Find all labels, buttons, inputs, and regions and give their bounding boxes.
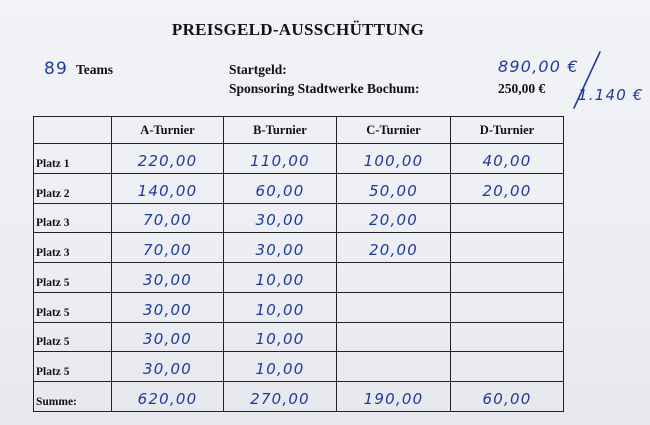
table-row (34, 203, 564, 233)
row-label: Platz 3 (34, 203, 112, 233)
cell-b (224, 233, 337, 263)
cell-c (337, 352, 451, 382)
cell-value: 30,00 (255, 211, 305, 230)
sum-value: 190,00 (363, 390, 424, 408)
table-row (34, 292, 564, 322)
sum-a (112, 382, 224, 412)
cell-b (224, 322, 337, 352)
header-c-turnier: C-Turnier (337, 117, 451, 144)
cell-value: 10,00 (255, 270, 305, 289)
cell-value: 30,00 (143, 300, 192, 319)
prize-table (33, 116, 564, 412)
cell-b (224, 173, 337, 203)
sponsoring-value: 250,00 € (498, 81, 546, 96)
row-label: Platz 5 (34, 322, 112, 352)
teams-label: Teams (76, 62, 114, 77)
cell-value: 10,00 (255, 300, 305, 319)
sum-value: 620,00 (137, 390, 198, 408)
row-label: Platz 2 (34, 173, 112, 203)
cell-value: 10,00 (255, 330, 305, 349)
document-title: PREISGELD-AUSSCHÜTTUNG (171, 20, 425, 39)
table-row (34, 173, 564, 203)
sum-value: 270,00 (250, 390, 310, 408)
cell-a (112, 322, 224, 352)
cell-value: 20,00 (482, 181, 532, 200)
sponsoring-label: Sponsoring Stadtwerke Bochum: (229, 81, 420, 96)
cell-value: 50,00 (369, 181, 418, 200)
cell-b (224, 352, 337, 382)
startgeld-label: Startgeld: (229, 62, 287, 77)
cell-value: 30,00 (143, 270, 192, 289)
cell-value: 10,00 (255, 360, 305, 379)
startgeld-value: 890,00 € (498, 57, 579, 76)
cell-b (224, 203, 337, 233)
cell-c (337, 203, 451, 233)
cell-c (337, 144, 451, 174)
cell-c (337, 173, 451, 203)
sum-b (224, 382, 337, 412)
cell-c (337, 233, 451, 263)
sum-label: Summe: (34, 382, 112, 412)
cell-value: 70,00 (143, 241, 192, 260)
table-row (34, 263, 564, 293)
cell-value: 140,00 (137, 181, 198, 200)
header-a-turnier: A-Turnier (112, 117, 224, 144)
cell-a (112, 173, 224, 203)
cell-value: 40,00 (482, 151, 532, 170)
row-label: Platz 3 (34, 233, 112, 263)
sum-c (337, 382, 451, 412)
table-row (34, 144, 564, 174)
cell-b (224, 144, 337, 174)
cell-d (451, 233, 564, 263)
row-label: Platz 5 (34, 263, 112, 293)
sum-d (451, 382, 564, 412)
row-label: Platz 1 (34, 144, 112, 174)
table-row (34, 352, 564, 382)
sum-row (34, 382, 564, 412)
header-empty (34, 117, 112, 144)
cell-d (451, 263, 564, 293)
cell-value: 30,00 (255, 241, 305, 260)
teams-count: 89 (44, 59, 69, 79)
cell-d (451, 144, 564, 174)
cell-a (112, 233, 224, 263)
cell-a (112, 263, 224, 293)
cell-a (112, 292, 224, 322)
table-row (34, 322, 564, 352)
cell-b (224, 263, 337, 293)
cell-value: 30,00 (143, 360, 192, 379)
cell-d (451, 352, 564, 382)
row-label: Platz 5 (34, 352, 112, 382)
cell-c (337, 322, 451, 352)
cell-value: 70,00 (143, 211, 192, 230)
cell-value: 100,00 (363, 151, 424, 170)
cell-value: 30,00 (143, 330, 192, 349)
cell-a (112, 352, 224, 382)
header-d-turnier: D-Turnier (451, 117, 564, 144)
cell-value: 60,00 (255, 181, 305, 200)
cell-a (112, 203, 224, 233)
cell-d (451, 292, 564, 322)
row-label: Platz 5 (34, 292, 112, 322)
cell-d (451, 203, 564, 233)
cell-b (224, 292, 337, 322)
total-note: 1.140 € (578, 86, 644, 104)
cell-value: 110,00 (250, 151, 310, 170)
header-b-turnier: B-Turnier (224, 117, 337, 144)
cell-value: 220,00 (137, 151, 198, 170)
table-header-row (34, 117, 564, 144)
cell-a (112, 144, 224, 174)
sum-value: 60,00 (482, 390, 532, 408)
cell-d (451, 173, 564, 203)
cell-value: 20,00 (369, 241, 418, 260)
cell-value: 20,00 (369, 211, 418, 230)
cell-d (451, 322, 564, 352)
cell-c (337, 292, 451, 322)
table-row (34, 233, 564, 263)
cell-c (337, 263, 451, 293)
